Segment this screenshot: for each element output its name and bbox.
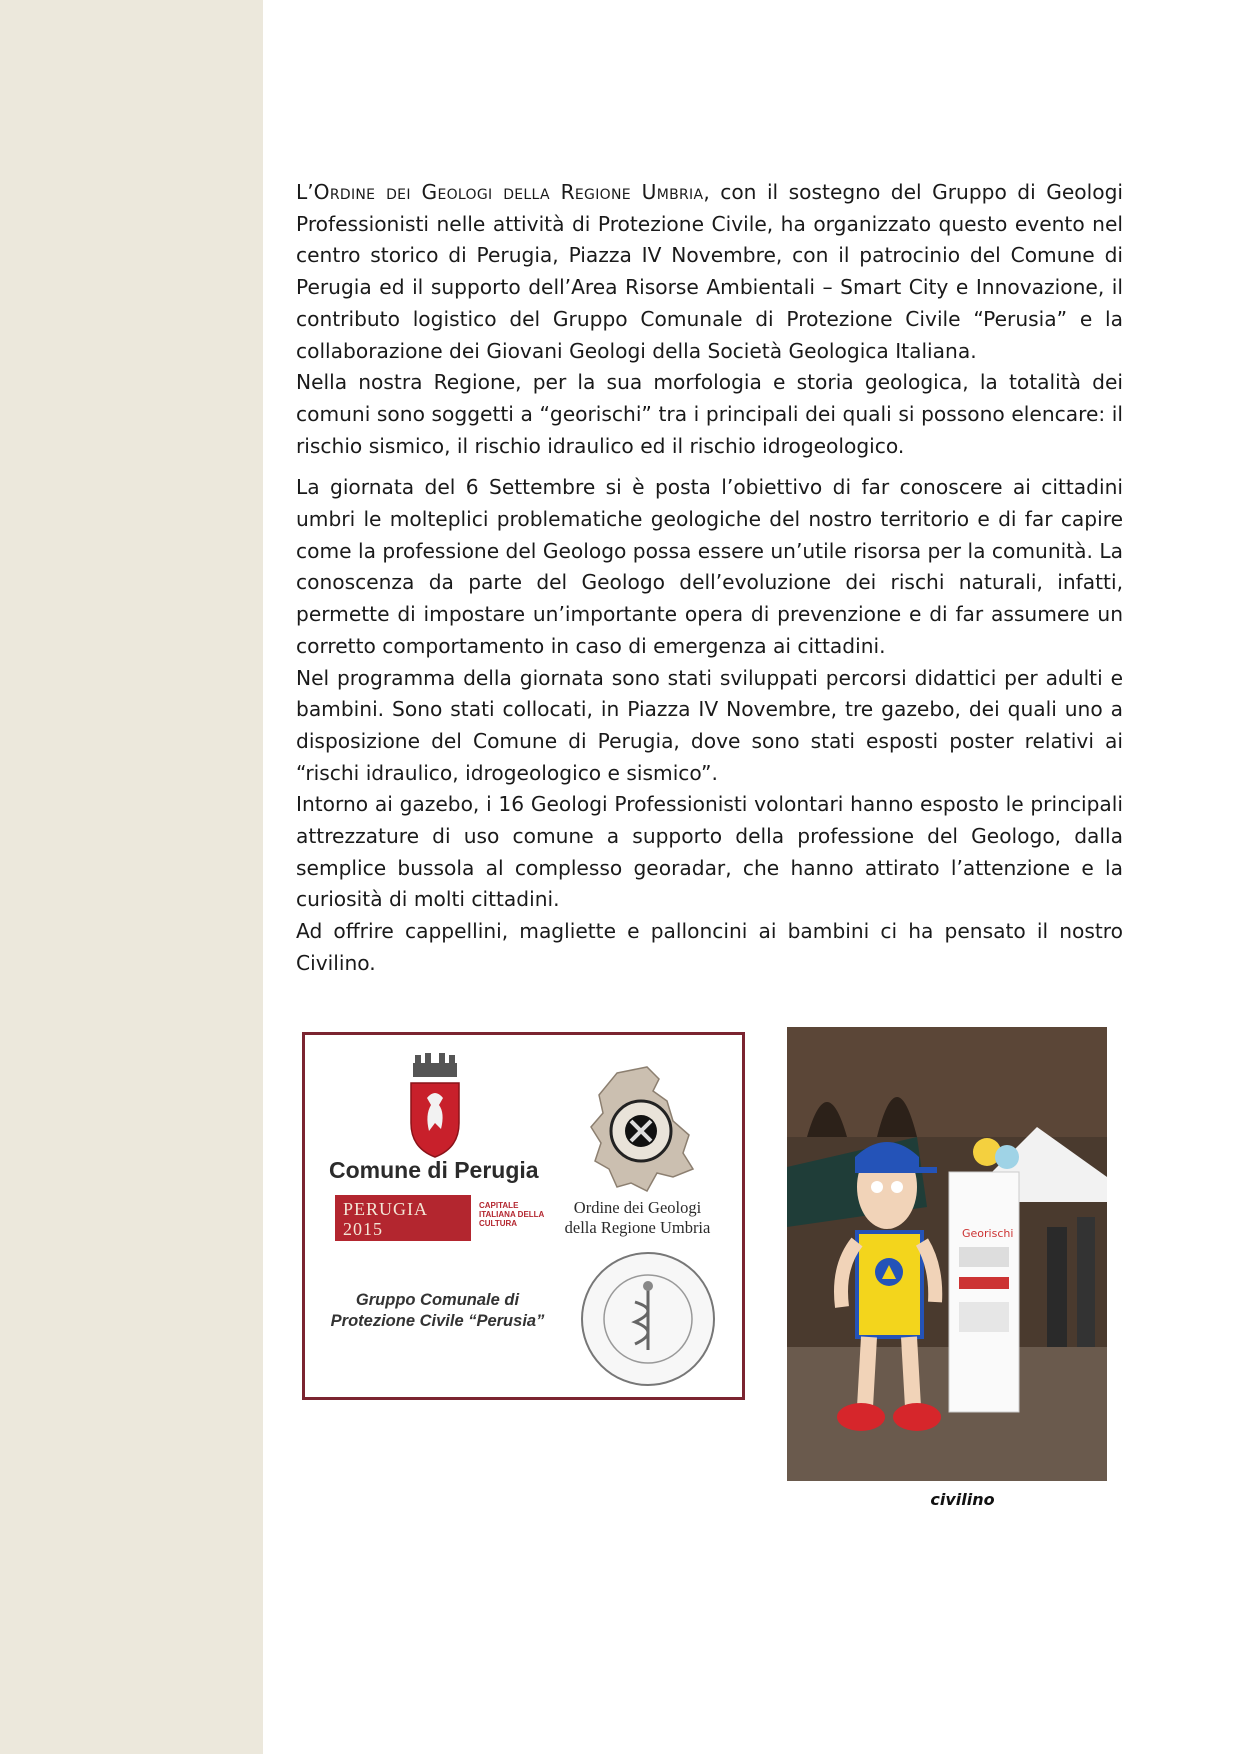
ordine-line-2: della Regione Umbria <box>564 1218 711 1237</box>
paragraph-civilino: Ad offrire cappellini, magliette e palloncini ai bambini ci ha pensato il nostro Civilino. <box>296 919 1123 975</box>
intro-rest: , con il sostegno del Gruppo di Geologi Professionisti nelle attività di Protezione Civile, ha organizzato questo evento nel centro storico di Perugia, Piazza IV Novembre, con il patrocinio del Comune di Perugia ed il supporto dell’Area Risorse Ambientali – Smart City e Innovazione, il contributo logistico del Gruppo Comunale di Protezione Civile “Perusia” e la collaborazione dei Giovani Geologi della Società Geologica Italiana. <box>296 180 1123 363</box>
comune-perugia-label: Comune di Perugia <box>329 1157 539 1183</box>
gruppo-line-2: Protezione Civile “Perusia” <box>330 1312 545 1330</box>
ordine-line-1: Ordine dei Geologi <box>573 1198 702 1217</box>
intro-lead: L’ <box>296 180 314 204</box>
article-body <box>296 177 1123 980</box>
capitale-cultura-label: CAPITALE ITALIANA DELLA CULTURA <box>479 1201 545 1228</box>
paragraph-giornata: La giornata del 6 Settembre si è posta l’obiettivo di far conoscere ai cittadini umbri le molteplici problematiche geologiche del nostro territorio e di far capire come la professione del Geologo possa essere un’utile risorsa per la comunità. La conoscenza da parte del Geologo dell’evoluzione dei rischi naturali, infatti, permette di impostare un’importante opera di prevenzione e di far assumere un corretto comportamento in caso di emergenza ai cittadini. <box>296 475 1123 658</box>
civilino-mascot-icon <box>787 1027 1107 1481</box>
paragraph-gazebo: Intorno ai gazebo, i 16 Geologi Professionisti volontari hanno esposto le principali attrezzature di uso comune a supporto della professione del Geologo, dalla semplice bussola al complesso georadar, che hanno attirato l’attenzione e la curiosità di molti cittadini. <box>296 792 1123 912</box>
paragraph-georischi: Nella nostra Regione, per la sua morfologia e storia geologica, la totalità dei comuni sono soggetti a “georischi” tra i principali dei quali si possono elencare: il rischio sismico, il rischio idraulico ed il rischio idrogeologico. <box>296 370 1123 458</box>
perugia-crest-icon <box>405 1053 465 1158</box>
paragraph-intro <box>296 177 1123 367</box>
sponsor-logos-box <box>302 1032 745 1400</box>
perugia-2015-badge <box>335 1195 471 1241</box>
paragraph-programma: Nel programma della giornata sono stati sviluppati percorsi didattici per adulti e bambini. Sono stati collocati, in Piazza IV Novembre, tre gazebo, dei quali uno a disposizione del Comune di Perugia, dove sono stati esposti poster relativi ai “rischi idraulico, idrogeologico e sismico”. <box>296 665 1123 785</box>
ordine-geologi-label <box>555 1198 720 1238</box>
organization-name: Ordine dei Geologi della Regione Umbria <box>313 180 704 204</box>
societa-geologica-seal-icon <box>579 1250 717 1388</box>
poster-title: Georischi <box>962 1227 1014 1240</box>
badge-line-1: PERUGIA <box>343 1199 429 1219</box>
ordine-geologi-logo-icon <box>587 1065 695 1195</box>
photo-caption: civilino <box>930 1490 995 1509</box>
badge-line-2: 2015 <box>343 1219 383 1239</box>
civilino-photo <box>787 1027 1107 1481</box>
gruppo-comunale-label <box>325 1290 550 1332</box>
page-sidebar <box>0 0 263 1754</box>
gruppo-line-1: Gruppo Comunale di <box>355 1291 520 1309</box>
